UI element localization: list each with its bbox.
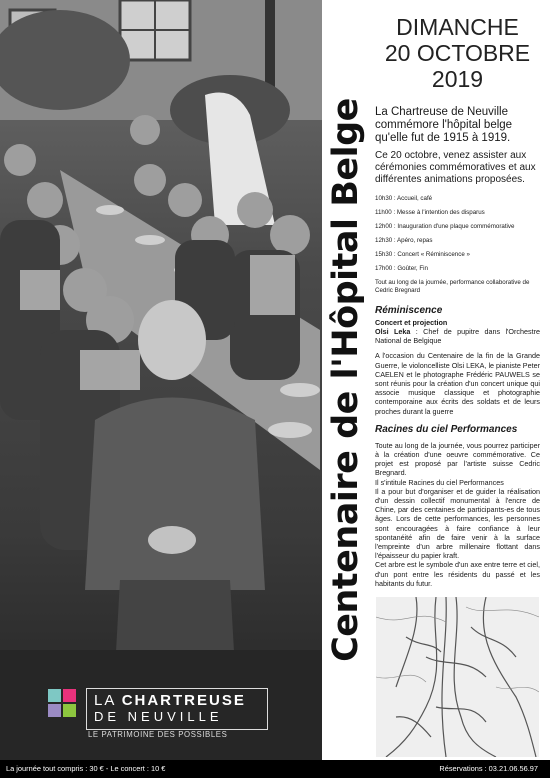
- footer-prices: La journée tout compris : 30 € - Le concert : 10 €: [6, 764, 166, 773]
- event-date: [375, 14, 540, 92]
- date-day: DIMANCHE: [396, 14, 519, 40]
- schedule-item: 15h30 : Concert « Réminiscence »: [375, 251, 470, 258]
- logo-name-line2: DE NEUVILLE: [94, 709, 223, 724]
- schedule: [375, 195, 540, 295]
- schedule-item: 10h30 : Accueil, café: [375, 195, 433, 202]
- schedule-item: 17h00 : Goûter, Fin: [375, 265, 428, 272]
- artist-role: : Chef de pupitre dans l'Orchestre National de Belgique: [375, 327, 540, 346]
- reminiscence-text: A l'occasion du Centenaire de la fin de la Grande Guerre, le violoncelliste Olsi LEKA, le pianiste Peter CAELEN et le photographe Frédéric PAUWELS se sont réunis pour la création d'un concert unique qui associe musique classique et photographie contemporaine aux écrits des soldats et de leurs proches durant la guerre: [375, 351, 540, 416]
- intro-body: Ce 20 octobre, venez assister aux cérémonies commémoratives et aux différentes animations proposées.: [375, 150, 536, 185]
- schedule-item: 12h30 : Apéro, repas: [375, 237, 433, 244]
- vertical-title: Centenaire de l'Hôpital Belge: [326, 98, 366, 662]
- racines-p2: Il s'intitule Racines du ciel Performances: [375, 477, 504, 487]
- racines-p4: Cet arbre est le symbole d'un axe entre terre et ciel, d'un pont entre les résidents du passé et les habitants du futur.: [375, 560, 540, 588]
- chartreuse-logo: [48, 684, 280, 740]
- logo-name: [94, 692, 246, 709]
- date-year: 2019: [431, 66, 484, 92]
- reminiscence-subtitle: Concert et projection: [375, 318, 448, 327]
- schedule-item: 11h00 : Messe à l'intention des disparus: [375, 209, 485, 216]
- date-month: 20 OCTOBRE: [384, 40, 531, 66]
- schedule-note: Tout au long de la journée, performance collaborative de Cedric Bregnard: [375, 279, 530, 294]
- schedule-item: 12h00 : Inauguration d'une plaque commémorative: [375, 223, 515, 230]
- racines-p3: Il a pour but d'organiser et de guider la réalisation d'un dessin collectif monumental à l'encre de Chine, par des centaines de participants-es de tous âges. Lors de cette performances, les personnes sont encouragées à faire confiance à leur spontanéité afin de faire venir à la surface l'empreinte d'un arbre millenaire flottant dans l'épaisseur du papier kraft.: [375, 486, 540, 561]
- reminiscence-title: Réminiscence: [375, 305, 443, 316]
- right-column: [375, 14, 540, 588]
- footer-reservations: Réservations : 03.21.06.56.97: [439, 764, 538, 773]
- footer-bar: [0, 760, 550, 778]
- reminiscence-artist: [375, 327, 540, 345]
- logo-tagline: LE PATRIMOINE DES POSSIBLES: [88, 730, 228, 739]
- logo-name-prefix: LA: [94, 692, 122, 709]
- racines-title: Racines du ciel Performances: [375, 423, 518, 435]
- tree-artwork: [376, 597, 539, 757]
- intro: [375, 106, 540, 186]
- tree-roots-icon: [376, 597, 539, 757]
- racines-p1: Toute au long de la journée, vous pourrez participer à la création d'une oeuvre commémorative. Ce projet est proposé par l'artiste suisse Cedric Bregnard.: [375, 440, 540, 478]
- intro-lead: La Chartreuse de Neuville commémore l'hôpital belge qu'elle fut de 1915 à 1919.: [375, 106, 513, 144]
- logo-mark-icon: [48, 689, 78, 719]
- logo-name-bold: CHARTREUSE: [121, 692, 246, 709]
- artist-name: Olsi Leka: [375, 327, 411, 336]
